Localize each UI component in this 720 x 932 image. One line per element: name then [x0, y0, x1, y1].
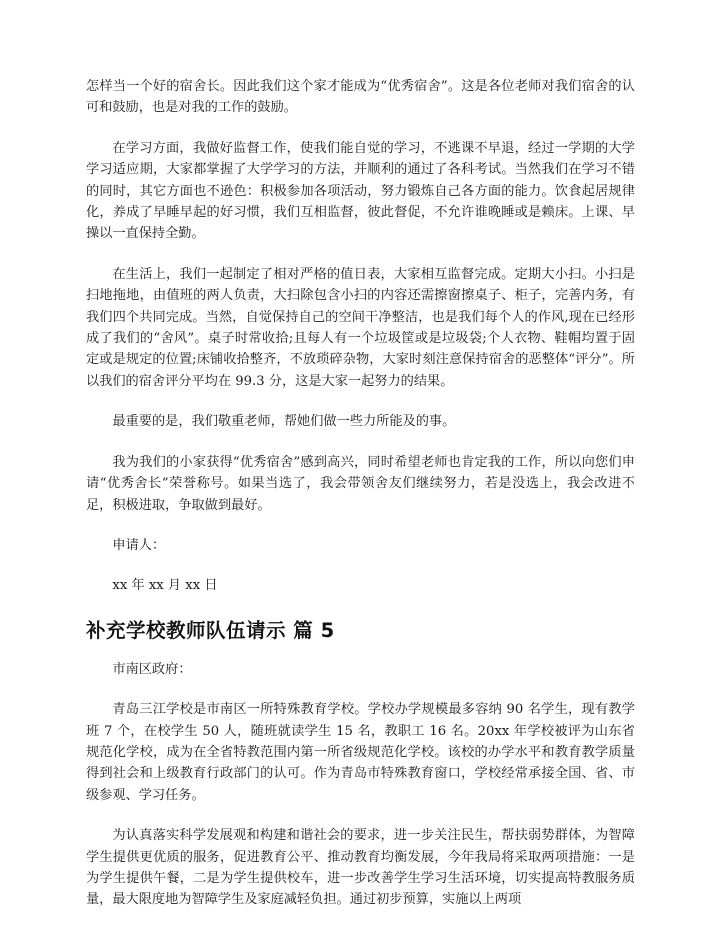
paragraph-measures: 为认真落实科学发展观和构建和谐社会的要求，进一步关注民生，帮扶弱势群体，为智障学生提供更优质的服务，促进教育公平、推动教育均衡发展，今年我局将采取两项措施：一是为学生提供午餐，二是为学生提供校车，进一步改善学生学习生活环境，切实提高特教服务质量，最大限度地为智障学生及家庭减轻负担。通过初步预算，实施以上两项	[86, 828, 635, 908]
paragraph-life: 在生活上，我们一起制定了相对严格的值日表，大家相互监督完成。定期大小扫。小扫是扫地拖地，由值班的两人负责，大扫除包含小扫的内容还需擦窗擦桌子、柜子，完善内务，有我们四个共同完成。当然，自觉保持自己的空间干净整洁，也是我们每个人的作风,现在已经形成了我们的“舍风”。桌子时常收拾;且每人有一个垃圾筐或是垃圾袋;个人衣物、鞋帽均置于固定或是规定的位置;床铺收拾整齐，不放琐碎杂物，大家时刻注意保持宿舍的恶整体“评分”。所以我们的宿舍评分平均在 99.3 分，这是大家一起努力的结果。	[86, 266, 635, 389]
paragraph-application: 我为我们的小家获得“优秀宿舍”感到高兴，同时希望老师也肯定我的工作，所以向您们申请“优秀舍长”荣誉称号。如果当选了，我会带领舍友们继续努力，若是没选上，我会改进不足，积极进取，争取做到最好。	[86, 454, 635, 513]
paragraph-respect-teachers: 最重要的是，我们敬重老师，帮她们做一些力所能及的事。	[112, 414, 456, 430]
applicant-label: 申请人：	[112, 537, 166, 553]
paragraph-dorm-intro: 怎样当一个好的宿舍长。因此我们这个家才能成为“优秀宿舍”。这是各位老师对我们宿舍的认可和鼓励，也是对我的工作的鼓励。	[86, 79, 635, 116]
application-date: xx 年 xx 月 xx 日	[112, 578, 218, 594]
section-heading: 补充学校教师队伍请示 篇 5	[86, 618, 335, 642]
paragraph-study: 在学习方面，我做好监督工作，使我们能自觉的学习，不逃课不早退，经过一学期的大学学习适应期，大家都掌握了大学学习的方法，并顺利的通过了各科考试。当然我们在学习不错的同时，其它方面也不逊色：积极参加各项活动，努力锻炼自己各方面的能力。饮食起居规律化，养成了早睡早起的好习惯，我们互相监督，彼此督促，不允许谁晚睡或是赖床。上课、早操以一直保持全勤。	[86, 140, 635, 242]
paragraph-school-intro: 青岛三江学校是市南区一所特殊教育学校。学校办学规模最多容纳 90 名学生，现有教学班 7 个，在校学生 50 人，随班就读学生 15 名，教职工 16 名。20xx 年学校被评为山东省规范化学校，成为在全省特教范围内第一所省级规范化学校。该校的办学水平和教育教学质量得到社会和上级教育行政部门的认可。作为青岛市特殊教育窗口，学校经常承接全国、省、市级参观、学习任务。	[86, 702, 635, 803]
addressee: 市南区政府：	[112, 661, 192, 677]
